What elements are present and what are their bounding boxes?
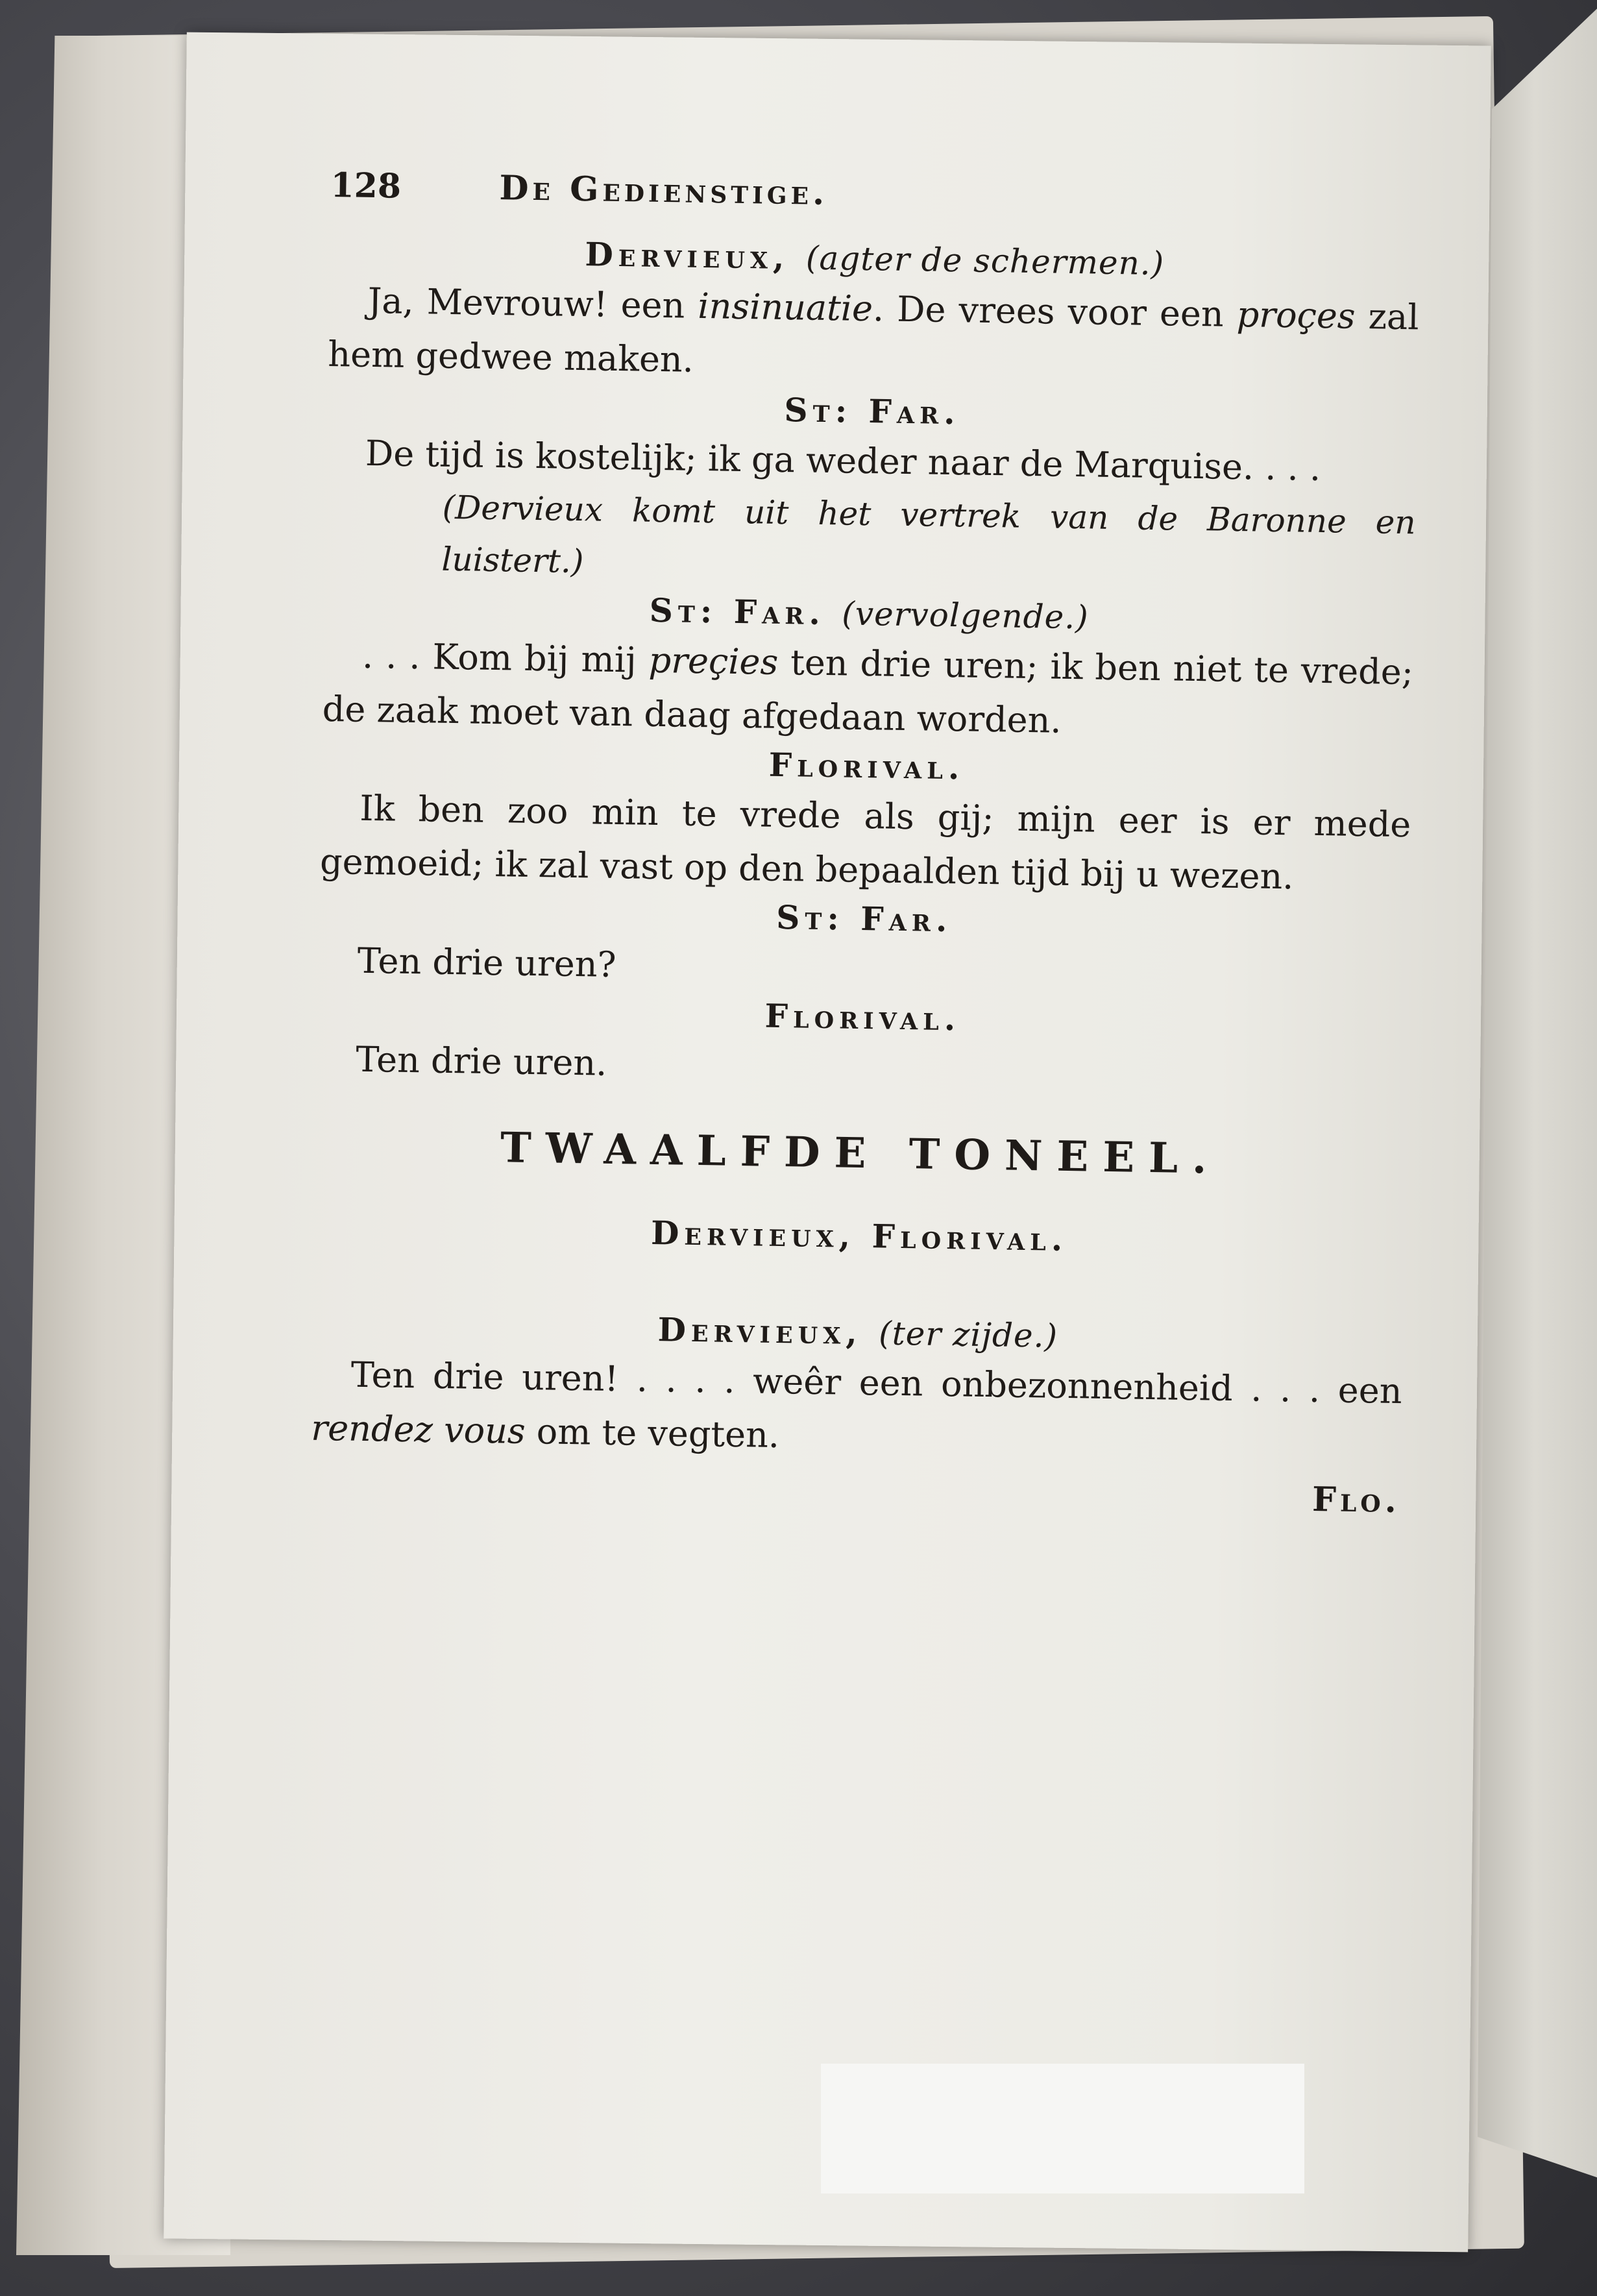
- catchword: Flo.: [1311, 1480, 1401, 1521]
- page-number: 128: [330, 165, 402, 206]
- speaker-name: St: Far.: [784, 391, 961, 432]
- italic-word: proçes: [1236, 293, 1356, 337]
- dialogue-line: Ten drie uren?: [357, 940, 616, 986]
- speaker-name: Dervieux,: [657, 1310, 863, 1352]
- text-run: zal hem gedwee maken.: [327, 295, 1420, 380]
- text-run: ten drie uren; ik ben niet te vrede; de zaak moet van daag afgedaan worden.: [322, 641, 1414, 741]
- stage-direction: (vervolgende.): [841, 594, 1090, 637]
- speaker-name: Florival.: [768, 745, 965, 787]
- dialogue-part-2: [311, 1305, 1403, 1472]
- speaker-name: St: Far.: [649, 591, 826, 633]
- dialogue-line: [322, 628, 1413, 753]
- dialogue-line: De tijd is kostelijk; ik ga weder naar de Marquise. . . .: [365, 432, 1321, 489]
- page-text: [304, 165, 1421, 1870]
- text-run: Ten drie uren! . . . . weêr een onbezonnenheid . . . een: [350, 1354, 1403, 1412]
- italic-word: rendez vous: [310, 1407, 526, 1452]
- italic-word: insinuatie: [697, 285, 873, 330]
- text-run: Ja, Mevrouw! een: [367, 280, 698, 326]
- dialogue-line: Ik ben zoo min te vrede als gij; mijn eer is er mede gemoeid; ik zal vast op den bepaalden tijd bij u wezen.: [319, 787, 1411, 898]
- speaker-name: Dervieux,: [585, 235, 790, 277]
- stage-direction: (ter zijde.): [878, 1314, 1058, 1355]
- scene-cast: Dervieux, Florival.: [650, 1213, 1068, 1259]
- running-head: De Gedienstige.: [499, 168, 829, 214]
- text-run: . . . Kom bij mij: [361, 635, 650, 681]
- redaction-box: [821, 2064, 1304, 2193]
- text-run: . De vrees voor een: [872, 288, 1237, 335]
- italic-word: preçies: [648, 639, 779, 683]
- speaker-name: St: Far.: [775, 898, 953, 940]
- dialogue-line: [328, 273, 1419, 398]
- dialogue-line: [311, 1347, 1402, 1472]
- speaker-name: Florival.: [764, 996, 961, 1038]
- scene-title: TWAALFDE TONEEL.: [500, 1123, 1221, 1184]
- dialogue-line: Ten drie uren.: [355, 1038, 607, 1084]
- dialogue-part-1: [317, 231, 1420, 1103]
- stage-direction: (agter de schermen.): [805, 239, 1165, 283]
- stage-direction-block: (Dervieux komt uit het vertrek van de Baronne en luistert.): [441, 488, 1417, 581]
- text-run: om te vegten.: [525, 1410, 780, 1456]
